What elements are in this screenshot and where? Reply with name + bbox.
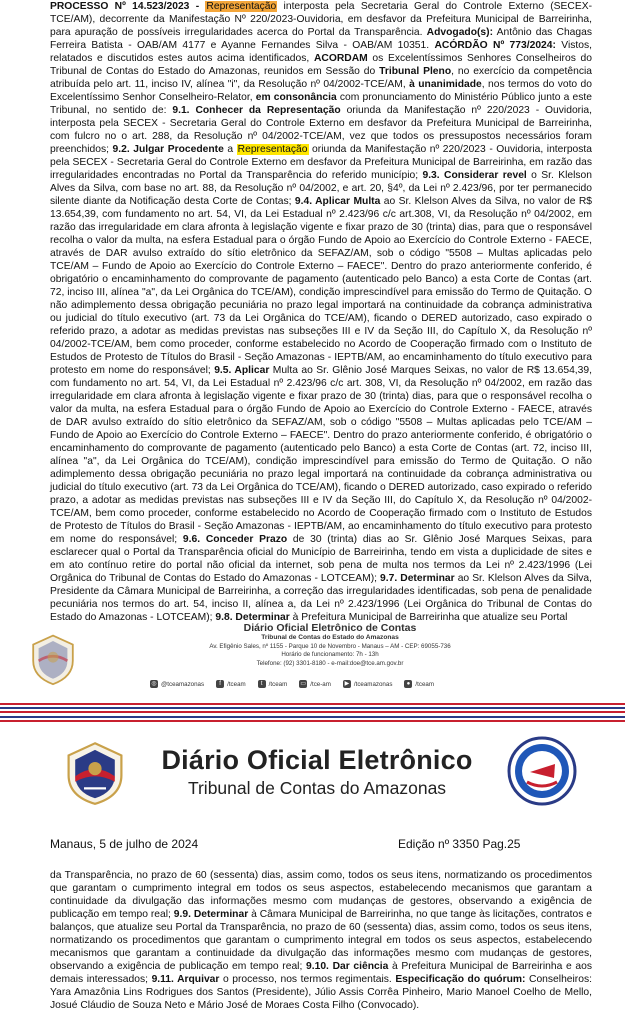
bold-run: à unanimidade (409, 79, 482, 90)
footer-title: Diário Oficial Eletrônico de Contas (243, 622, 417, 634)
social-label: @tceamazonas (161, 680, 205, 688)
bold-run: Advogado(s): (426, 27, 494, 38)
text-run: oriunda da Manifestação nº 220/2023 - Ouvidoria, interposta pela SECEX - Secretaria Geral do Controle Externo em desfavor da Prefeitura Municipal de Barreirinha, com fulcro no o art. 288, da Resolução nº 04/2002-TCE/AM, vez que todos os pressupostos necessários foram preenchidos; (50, 105, 592, 155)
social-link[interactable] (216, 680, 246, 688)
social-link[interactable] (150, 680, 204, 688)
dateline (50, 837, 592, 853)
highlighted-term: Representação (237, 144, 308, 155)
youtube-icon: ▶ (344, 681, 350, 687)
footer-hours: Horário de funcionamento: 7h - 13h (281, 651, 379, 658)
header-subtitle: Tribunal de Contas do Amazonas (187, 778, 447, 798)
social-label: /tceamazonas (353, 680, 393, 688)
footer-address: Av. Efigênio Sales, nº 1155 - Parque 10 de Novembro - Manaus – AM - CEP: 69055-736 (209, 642, 451, 650)
bold-run: 9.10. Dar ciência (306, 961, 389, 972)
bold-run: 9.4. Aplicar Multa (294, 196, 381, 207)
acordao-continuation-paragraph (50, 869, 592, 1012)
bold-run: 9.8. Determinar (215, 612, 290, 623)
twitter-icon: t (258, 680, 266, 688)
lower-document-text (50, 869, 592, 1012)
text-run: a (223, 144, 237, 155)
social-link[interactable] (343, 680, 393, 688)
footer-org: Tribunal de Contas do Estado do Amazonas (261, 634, 399, 641)
header-title: Diário Oficial Eletrônico (161, 745, 473, 775)
bold-run: 9.7. Determinar (380, 573, 455, 584)
social-label: /tceam (227, 680, 246, 688)
flickr-icon: ● (404, 680, 412, 688)
text-run: oriunda da Manifestação nº 220/2023 - Ouvidoria, interposta pela SECEX - Secretaria Geral do Controle Externo em desfavor da Prefeitura Municipal de Barreirinha, em razão das irregularidades encontradas no Portal da Transparência do referido município; (50, 144, 593, 181)
text-run: Antônio das Chagas Ferreira Batista - OAB/AM 4177 e Ayanne Fernandes Silva - OAB/AM 10351. (50, 27, 593, 51)
facebook-icon: f (216, 680, 224, 688)
tv-icon: ▭ (300, 681, 307, 687)
text-run: ao Sr. Klelson Alves da Silva, Presidente da Câmara Municipal de Barreirinha, a correção das irregularidades identificadas, sob pena de penalidade pecuniária nos termos do art. 54, inciso II, alínea a, da Lei nº 2.423/1996 (Lei Orgânica do Tribunal de Contas do Estado do Amazonas - LOTCEAM); (50, 573, 592, 623)
social-link[interactable] (258, 680, 288, 688)
text-run: , no exercício da competência atribuída pelo art. 11, inciso IV, alínea "i", da Resolução nº 04/2002-TCE/AM, (50, 66, 592, 90)
bold-run: em consonância (255, 92, 337, 103)
text-run: à Câmara Municipal de Barreirinha, no que tange às licitações, contratos e balanços, que atualize seu Portal da Transparência, no prazo de 60 (sessenta) dias, assim como, todos os seus itens, normatizando os procedimentos que garantam o cumprimento integral em todos os seus aspectos, estabelecendo mecanismos que garantam a continuidade da divulgação das informações mesmo com mudanças de gestores, observando a exigência de publicação em tempo real; (50, 909, 592, 972)
social-link[interactable] (299, 680, 331, 688)
social-label: /tceam (268, 680, 288, 688)
bold-run: 9.11. Arquivar (151, 974, 220, 985)
text-run: interposta pela Secretaria Geral do Controle Externo (SECEX-TCE/AM), decorrente da Manifestação Nº 220/2023-Ouvidoria, em desfavor da Prefeitura Municipal de Barreirinha, para apuração de possíveis irregularidades acerca do Portal da Transparência. (50, 1, 593, 38)
bold-run: 9.1. Conhecer da Representação (172, 105, 341, 116)
footer-contact-block (190, 622, 470, 668)
text-run: Multa ao Sr. Glênio José Marques Seixas, no valor de R$ 13.654,39, com fundamento no art. 54, VI, da Lei Estadual nº 2.423/96 c/c art. 308, VI, da Resolução nº 04/2002, em razão das irregularidade em clara afronta à legislação vigente e fixar prazo de 30 (trinta) dias, para que o responsável recolha o valor da multa, na esfera Estadual para o órgão Fundo de Apoio ao Exercício do Controle Externo - FAECE, através de DAR avulso extraído do sítio eletrônico da SEFAZ/AM, sob o código "5508 – Multas aplicadas pelo TCE/AM – Fundo de Apoio ao Exercício do Controle Externo – FAECE". Dentro do prazo anteriormente conferido, é obrigatório o encaminhamento do comprovante de pagamento (autenticado pelo Banco) a esta Corte de Contas (art. 72, inciso III, alínea "a", da Lei Orgânica do TCE/AM), condição imprescindível para emissão do Termo de Quitação. O não adimplemento dessa obrigação pecuniária no prazo legal importará na continuidade da cobrança administrativa ou judicial do título executivo (art. 73 da Lei Orgânica do TCE/AM), ficando o DERED autorizado, caso expirado o referido prazo, a adotar as medidas previstas nas subseções III e IV da Seção III, do Capítulo X, da Resolução nº 04/2002-TCE/AM, bem como proceder, conforme estabelecido no Acordo de Cooperação firmado com o Instituto de Estudos de Protesto de Títulos do Brasil - Seção Amazonas - IEPTB/AM, ao encaminhamento do título executivo para protesto em nome do responsável; (50, 365, 592, 545)
text-run: Conselheiros: Yara Amazônia Lins Rodrigues dos Santos (Presidente), Júlio Assis Corrêa Pinheiro, Mario Manoel Coelho de Mello, Josué Cláudio de Souza Neto e Mário José de Moraes Costa Filho (Convocado). (50, 974, 592, 1011)
bold-run: ACÓRDÃO Nº 773/2024: (434, 40, 556, 51)
social-link[interactable] (404, 680, 434, 688)
bold-run: Especificação do quórum: (395, 974, 526, 985)
text-run: os Excelentíssimos Senhores Conselheiros do Tribunal de Contas do Estado do Amazonas, reunidos em Sessão do (50, 53, 592, 77)
text-run: ao Sr. Klelson Alves da Silva, no valor de R$ 13.654,39, com fundamento no art. 54, VI, da Lei Estadual nº 2.423/96 c/c art.308, VI, da Resolução nº 04/2002, em razão das irregularidade em clara afronta à legislação vigente e fixar prazo de 30 (trinta) dias, para que o responsável recolha o valor da multa, na esfera Estadual para o órgão Fundo de Apoio ao Exercício do Controle Externo - FAECE, através de DAR avulso extraído do sítio eletrônico da SEFAZ/AM, sob o código "5508 – Multas aplicadas pelo TCE/AM – Fundo de Apoio ao Exercício do Controle Externo – FAECE". Dentro do prazo anteriormente conferido, é obrigatório o encaminhamento do comprovante de pagamento (autenticado pelo Banco) a esta Corte de Contas (art. 72, inciso III, alínea "a", da Lei Orgânica do TCE/AM), condição imprescindível para emissão do Termo de Quitação. O não adimplemento dessa obrigação pecuniária no prazo legal importará na continuidade da cobrança administrativa ou judicial do título executivo (art. 73 da Lei Orgânica do TCE/AM), ficando o DERED autorizado, caso expirado o referido prazo, a adotar as medidas previstas nas subseções III e IV da Seção III, do Capítulo X, da Resolução nº 04/2002-TCE/AM, bem como proceder, conforme estabelecido no Acordo de Cooperação firmado com o Instituto de Estudos de Protesto de Títulos do Brasil - Seção Amazonas - IEPTB/AM, ao encaminhamento do título executivo para protesto em nome do responsável; (50, 196, 593, 376)
text-run: de 30 (trinta) dias ao Sr. Glênio José Marques Seixas, para esclarecer qual o Portal da Transparência oficial do Município de Barreirinha, tendo em vista a duplicidade de sites e em ato contínuo retire do portal não oficial da internet, sob pena de multa nos termos da Lei nº 2.423/1996 (Lei Orgânica do Tribunal de Contas do Estado do Amazonas - LOTCEAM); (50, 534, 592, 584)
bold-run: PROCESSO Nº 14.523/2023 - (50, 1, 206, 12)
upper-document-text (50, 0, 592, 624)
text-run: à Prefeitura Municipal de Barreirinha e aos demais interessados; (50, 961, 592, 985)
footer-phone: Telefone: (92) 3301-8180 - e-mail:doe@tce.am.gov.br (256, 659, 404, 667)
text-run: Vistos, relatados e discutidos estes autos acima identificados, (50, 40, 592, 64)
text-run: o processo, nos termos regimentais. (219, 974, 396, 985)
bold-run: Tribunal Pleno (379, 66, 452, 77)
certified-institution-seal-icon (507, 736, 577, 806)
footer-divider-stripes (0, 703, 625, 713)
tce-crest-icon (62, 740, 128, 806)
publication-date: Manaus, 5 de julho de 2024 (50, 837, 199, 851)
bold-run: 9.5. Aplicar (214, 365, 270, 376)
social-label: /tce-am (310, 680, 331, 688)
acordao-paragraph (50, 0, 592, 624)
highlighted-term: Representação (206, 1, 277, 12)
text-run: o Sr. Klelson Alves da Silva, com base no art. 88, da Resolução nº 04/2002, e art. 20, §4º, da Lei nº 2.423/96, por ter permanecido silente diante da Notificação desta Corte de Contas; (50, 170, 592, 207)
bold-run: 9.9. Determinar (173, 909, 249, 920)
social-label: /tceam (415, 680, 434, 688)
bold-run: ACORDAM (313, 53, 368, 64)
header-divider-stripes (0, 716, 625, 722)
text-run: à Prefeitura Municipal de Barreirinha que atualize seu Portal (289, 612, 568, 623)
page-header (0, 728, 625, 818)
bold-run: 9.6. Conceder Prazo (182, 534, 288, 545)
instagram-icon: ◎ (151, 681, 157, 687)
text-run: com pronunciamento do Ministério Público junto a este Tribunal, no sentido de: (50, 92, 592, 116)
text-run: da Transparência, no prazo de 60 (sessenta) dias, assim como, todos os seus itens, normatizando os procedimentos que garantam o cumprimento integral em todos os seus aspectos, estabelecendo mecanismos que garantam a continuidade da divulgação das informações mesmo com mudanças de gestores, observando a exigência de publicação em tempo real; (50, 870, 592, 920)
bold-run: 9.2. Julgar Procedente (112, 144, 224, 155)
page-footer (0, 612, 625, 696)
tce-crest-icon (26, 632, 80, 686)
social-links (150, 680, 550, 688)
edition-page: Edição nº 3350 Pag.25 (398, 837, 521, 851)
bold-run: 9.3. Considerar revel (422, 170, 527, 181)
text-run: , nos termos do voto do Excelentíssimo Senhor Conselheiro-Relator, (50, 79, 592, 103)
